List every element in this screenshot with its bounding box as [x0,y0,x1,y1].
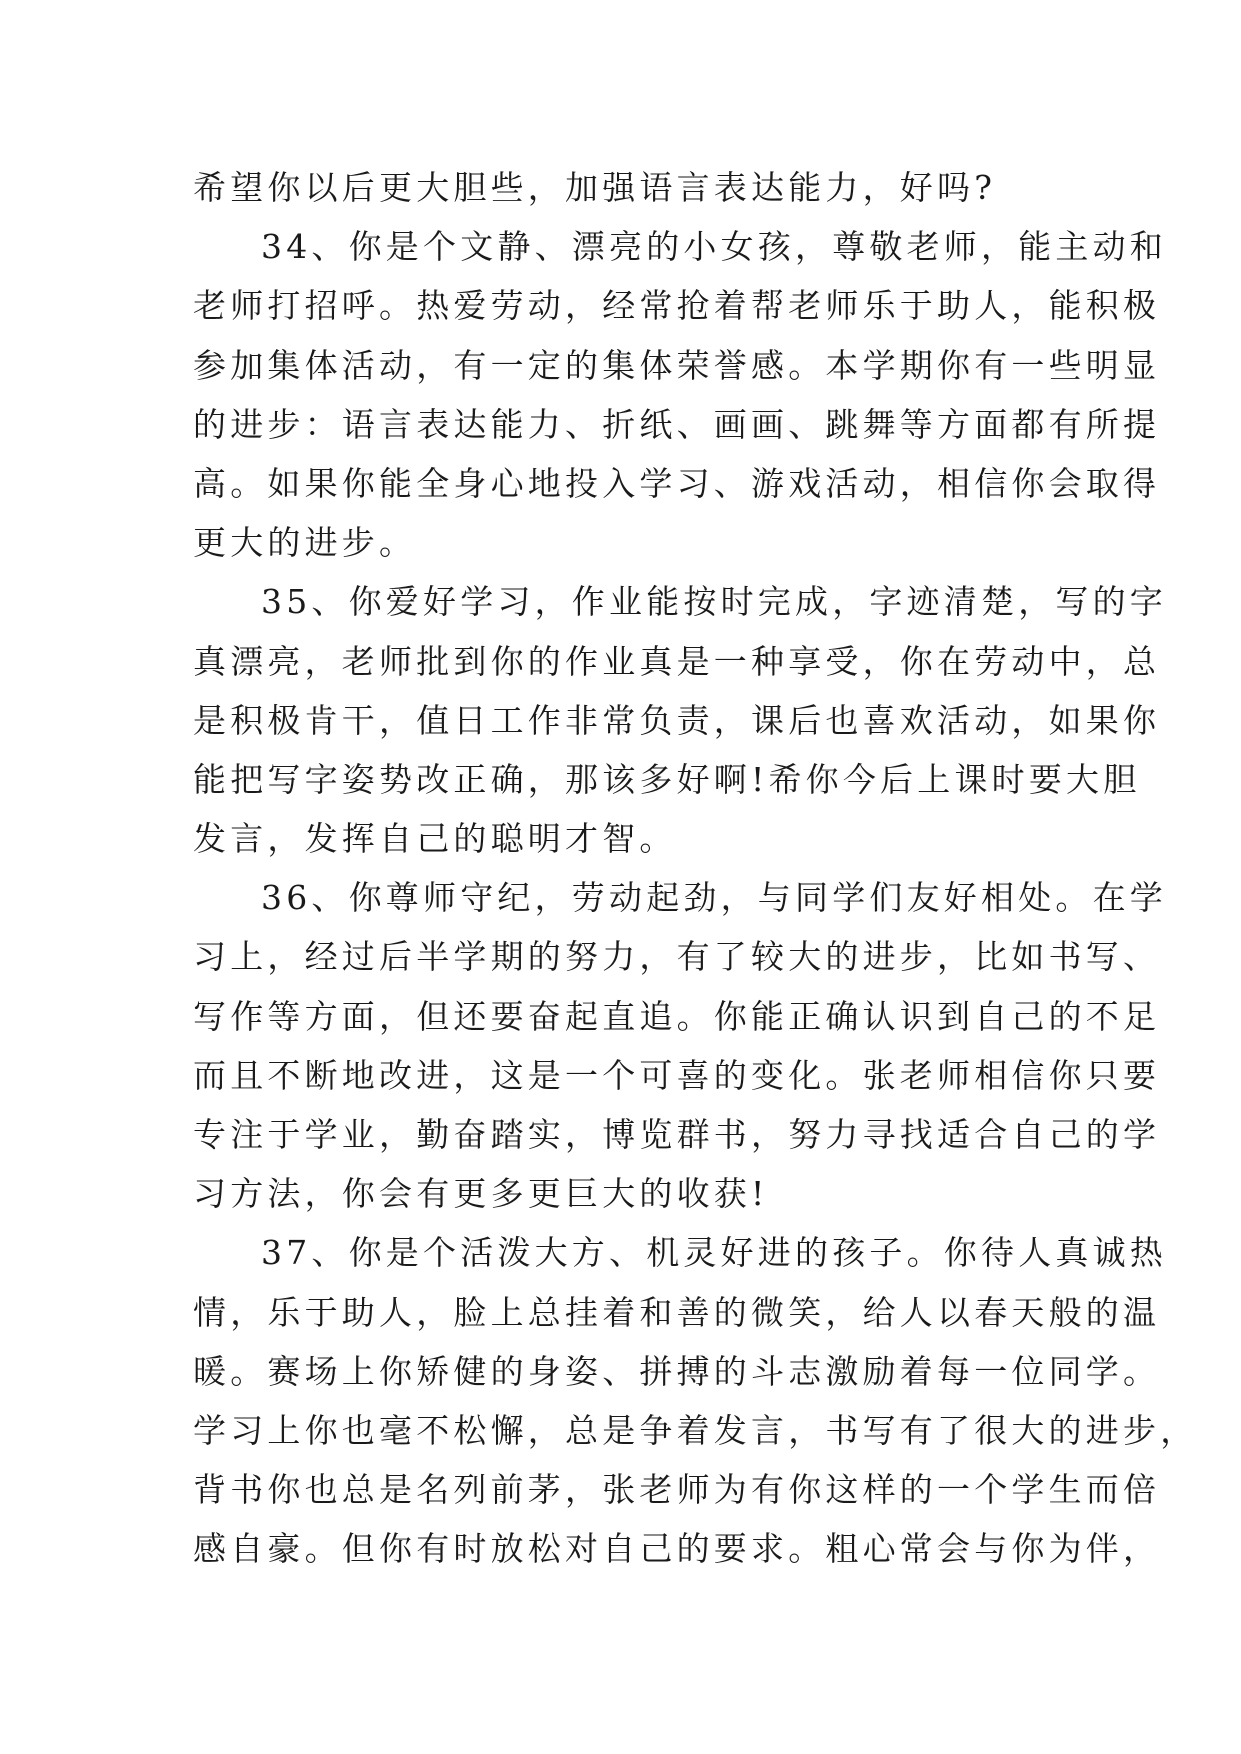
text-line: 更大的进步。 [193,523,417,563]
text-line: 感自豪。但你有时放松对自己的要求。粗心常会与你为伴， [193,1529,1161,1569]
paragraph-36-start: 36、你尊师守纪，劳动起劲，与同学们友好相处。在学 [261,878,1167,918]
text-line: 真漂亮，老师批到你的作业真是一种享受，你在劳动中，总 [193,641,1161,681]
text-line: 暖。赛场上你矫健的身姿、拼搏的斗志激励着每一位同学。 [193,1351,1161,1391]
text-line: 学习上你也毫不松懈，总是争着发言，书写有了很大的进步， [193,1410,1198,1450]
paragraph-37-start: 37、你是个活泼大方、机灵好进的孩子。你待人真诚热 [261,1233,1167,1273]
text-line: 希望你以后更大胆些，加强语言表达能力，好吗? [193,168,997,207]
text-line: 习方法，你会有更多更巨大的收获! [193,1174,769,1214]
text-line: 能把写字姿势改正确，那该多好啊!希你今后上课时要大胆 [193,759,1141,799]
text-line: 习上，经过后半学期的努力，有了较大的进步，比如书写、 [193,937,1161,977]
document-body [193,158,1198,1579]
text-line: 而且不断地改进，这是一个可喜的变化。张老师相信你只要 [193,1055,1161,1095]
paragraph-34-start: 34、你是个文静、漂亮的小女孩，尊敬老师，能主动和 [261,227,1167,267]
text-line: 是积极肯干，值日工作非常负责，课后也喜欢活动，如果你 [193,700,1161,740]
text-line: 发言，发挥自己的聪明才智。 [193,819,677,859]
text-line: 高。如果你能全身心地投入学习、游戏活动，相信你会取得 [193,463,1161,503]
text-line: 情，乐于助人，脸上总挂着和善的微笑，给人以春天般的温 [193,1292,1161,1332]
text-line: 写作等方面，但还要奋起直追。你能正确认识到自己的不足 [193,996,1161,1036]
text-line: 背书你也总是名列前茅，张老师为有你这样的一个学生而倍 [193,1470,1161,1510]
text-line: 的进步：语言表达能力、折纸、画画、跳舞等方面都有所提 [193,404,1161,444]
text-line: 参加集体活动，有一定的集体荣誉感。本学期你有一些明显 [193,345,1161,385]
text-line: 专注于学业，勤奋踏实，博览群书，努力寻找适合自己的学 [193,1115,1161,1154]
text-line: 老师打招呼。热爱劳动，经常抢着帮老师乐于助人，能积极 [193,286,1161,326]
paragraph-35-start: 35、你爱好学习，作业能按时完成，字迹清楚，写的字 [261,582,1167,622]
